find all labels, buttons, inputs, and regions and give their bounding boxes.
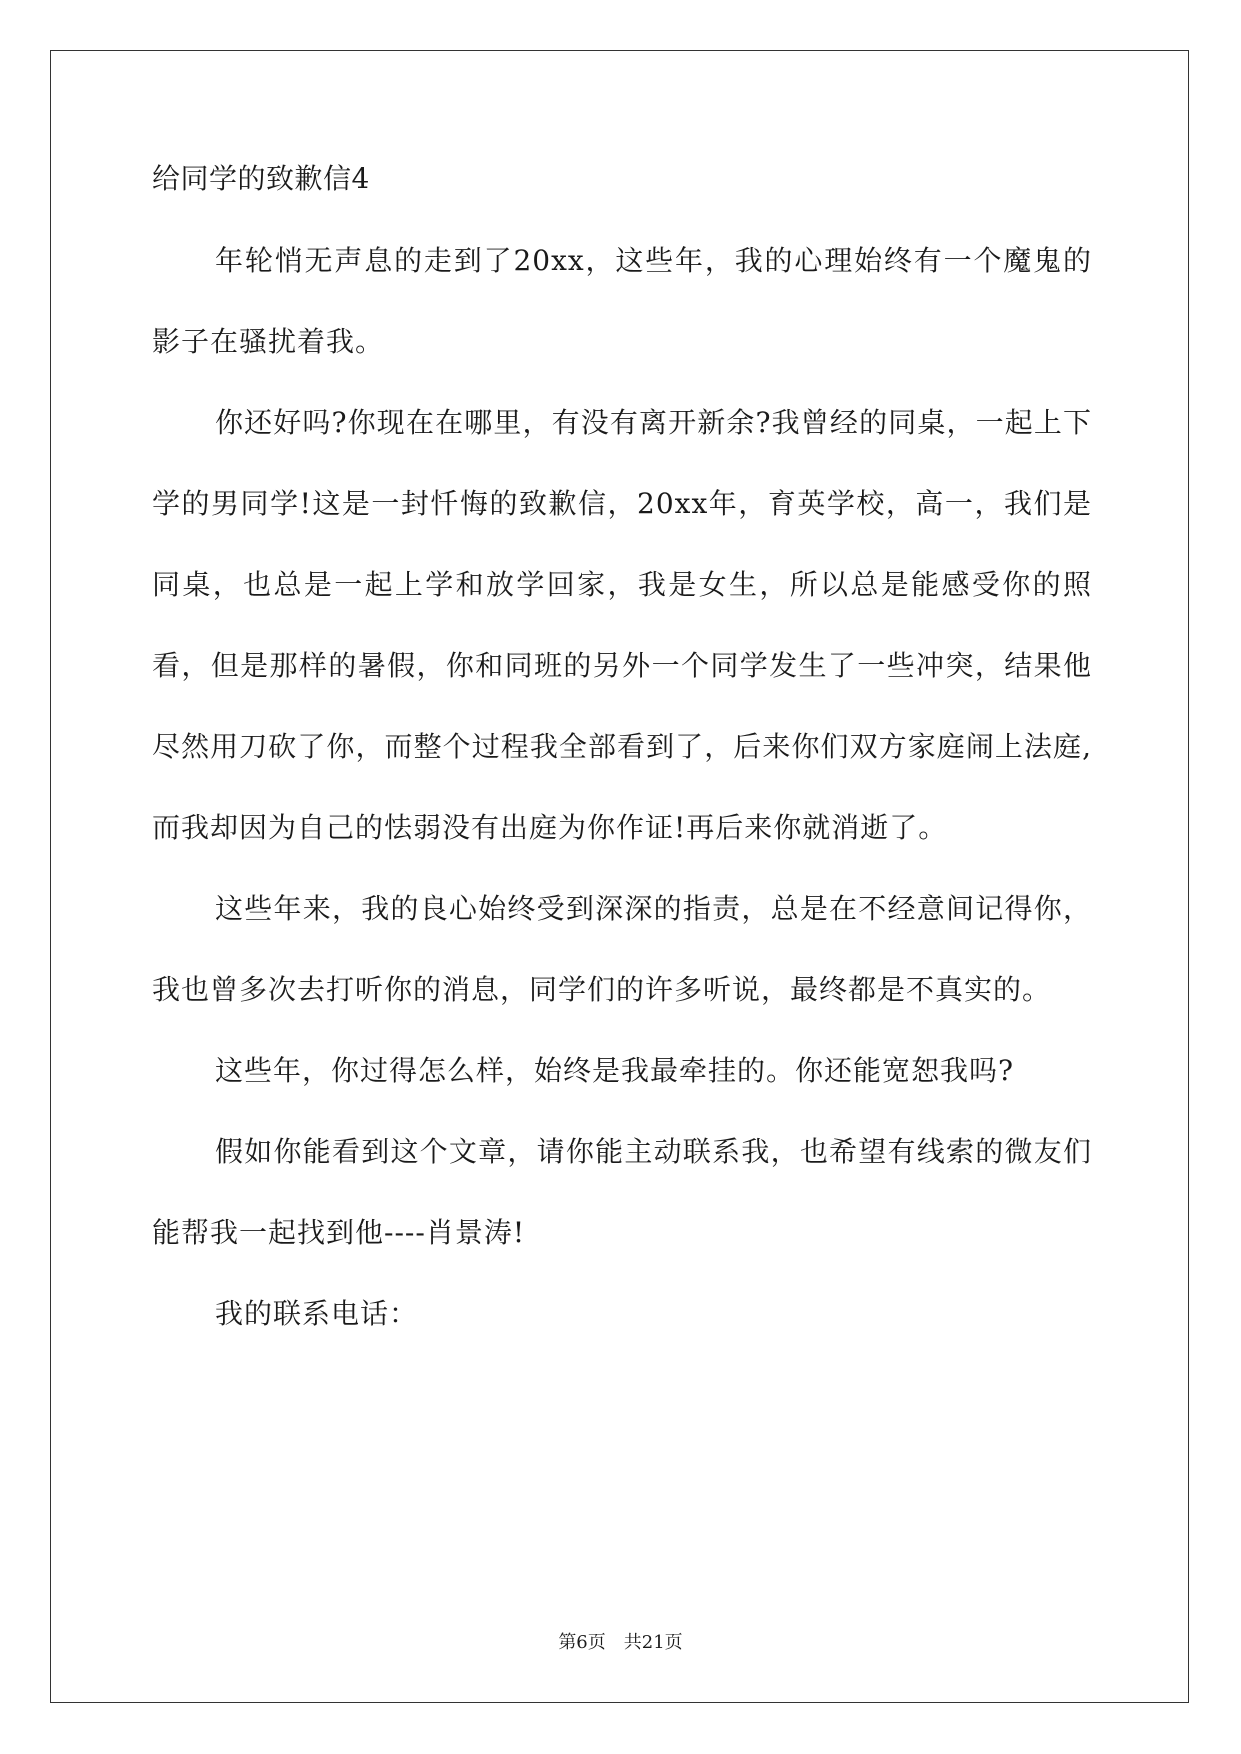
- document-title: 给同学的致歉信4: [152, 162, 370, 195]
- paragraph-5: 假如你能看到这个文章，请你能主动联系我，也希望有线索的微友们能帮我一起找到他----肖景涛!: [152, 1135, 1092, 1249]
- paragraph-1: 年轮悄无声息的走到了20xx，这些年，我的心理始终有一个魔鬼的影子在骚扰着我。: [152, 244, 1092, 358]
- paragraph-4: 这些年，你过得怎么样，始终是我最牵挂的。你还能宽恕我吗?: [215, 1054, 1015, 1087]
- paragraph-3: 这些年来，我的良心始终受到深深的指责，总是在不经意间记得你，我也曾多次去打听你的消息，同学们的许多听说，最终都是不真实的。: [152, 892, 1092, 1006]
- paragraph-6: 我的联系电话：: [215, 1297, 419, 1330]
- document-body: [152, 162, 1092, 1354]
- page-number-footer: 第6页 共21页: [558, 1632, 683, 1653]
- paragraph-2: 你还好吗?你现在在哪里，有没有离开新余?我曾经的同桌，一起上下学的男同学!这是一封忏悔的致歉信，20xx年，育英学校，高一，我们是同桌，也总是一起上学和放学回家，我是女生，所以总是能感受你的照看，但是那样的暑假，你和同班的另外一个同学发生了一些冲突，结果他尽然用刀砍了你，而整个过程我全部看到了，后来你们双方家庭闹上法庭,而我却因为自己的怯弱没有出庭为你作证!再后来你就消逝了。: [152, 406, 1092, 844]
